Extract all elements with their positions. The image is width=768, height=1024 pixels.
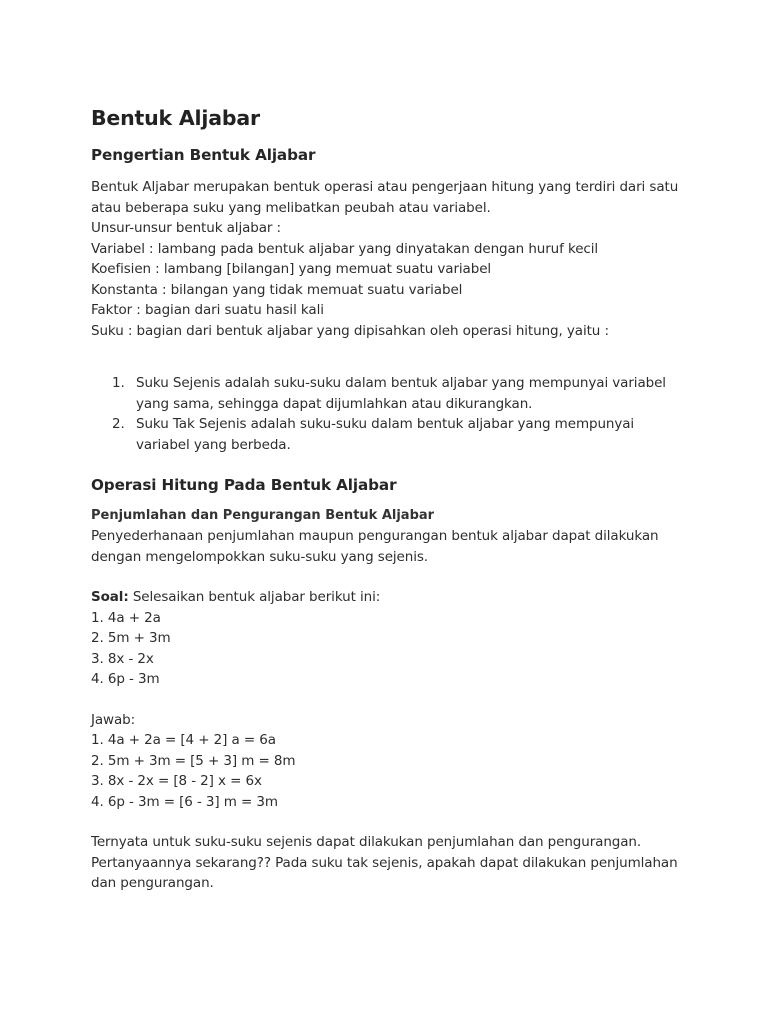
jawab-label: Jawab:: [91, 711, 136, 728]
closing-paragraph: [91, 832, 691, 894]
list-item-line: variabel yang berbeda.: [136, 436, 291, 453]
soal-label: Soal:: [91, 589, 129, 605]
closing-line: dan pengurangan.: [91, 875, 214, 891]
list-item-number: 2.: [112, 416, 125, 432]
soal-item: 3. 8x - 2x: [91, 650, 154, 667]
closing-line: Ternyata untuk suku-suku sejenis dapat dilakukan penjumlahan dan pengurangan.: [91, 834, 642, 850]
list-item-line: yang sama, sehingga dapat dijumlahkan atau dikurangkan.: [136, 395, 533, 412]
description-line: dengan mengelompokkan suku-suku yang sejenis.: [91, 548, 428, 565]
closing-line: Pertanyaannya sekarang?? Pada suku tak sejenis, apakah dapat dilakukan penjumlahan: [91, 854, 678, 871]
list-item-number: 1.: [112, 375, 125, 391]
soal-block: [91, 587, 691, 690]
jawab-item: 1. 4a + 2a = [4 + 2] a = 6a: [91, 732, 276, 748]
soal-item: 2. 5m + 3m: [91, 630, 171, 646]
document-content: [91, 104, 691, 894]
subsection-heading: Penjumlahan dan Pengurangan Bentuk Aljabar: [91, 508, 435, 523]
intro-paragraph: [91, 177, 691, 341]
description-line: Penyederhanaan penjumlahan maupun pengurangan bentuk aljabar dapat dilakukan: [91, 528, 659, 544]
soal-prompt: [91, 587, 691, 608]
definition-koefisien: Koefisien : lambang [bilangan] yang memuat suatu variabel: [91, 261, 492, 277]
jawab-item: 4. 6p - 3m = [6 - 3] m = 3m: [91, 793, 278, 810]
intro-line: Unsur-unsur bentuk aljabar :: [91, 220, 281, 236]
intro-line: Bentuk Aljabar merupakan bentuk operasi atau pengerjaan hitung yang terdiri dari satu: [91, 179, 679, 195]
description-paragraph: [91, 526, 691, 567]
soal-text: Selesaikan bentuk aljabar berikut ini:: [128, 589, 381, 605]
jawab-block: [91, 710, 691, 813]
soal-item: 4. 6p - 3m: [91, 671, 160, 687]
jawab-item: 2. 5m + 3m = [5 + 3] m = 8m: [91, 752, 296, 769]
list-item-line: Suku Tak Sejenis adalah suku-suku dalam bentuk aljabar yang mempunyai: [136, 416, 635, 432]
soal-item: 1. 4a + 2a: [91, 609, 161, 626]
list-item-line: Suku Sejenis adalah suku-suku dalam bentuk aljabar yang mempunyai variabel: [136, 375, 666, 391]
definition-konstanta: Konstanta : bilangan yang tidak memuat suatu variabel: [91, 281, 463, 298]
list-item: [91, 414, 691, 455]
list-item: [91, 373, 691, 414]
definition-faktor: Faktor : bagian dari suatu hasil kali: [91, 302, 324, 318]
page-title: Bentuk Aljabar: [91, 106, 260, 130]
section-heading-pengertian: Pengertian Bentuk Aljabar: [91, 146, 316, 164]
section-heading-operasi: Operasi Hitung Pada Bentuk Aljabar: [91, 476, 397, 494]
intro-line: atau beberapa suku yang melibatkan peubah atau variabel.: [91, 199, 491, 216]
definition-suku: Suku : bagian dari bentuk aljabar yang dipisahkan oleh operasi hitung, yaitu :: [91, 322, 609, 339]
suku-list: [91, 373, 691, 455]
definition-variabel: Variabel : lambang pada bentuk aljabar yang dinyatakan dengan huruf kecil: [91, 240, 599, 257]
jawab-item: 3. 8x - 2x = [8 - 2] x = 6x: [91, 773, 262, 789]
